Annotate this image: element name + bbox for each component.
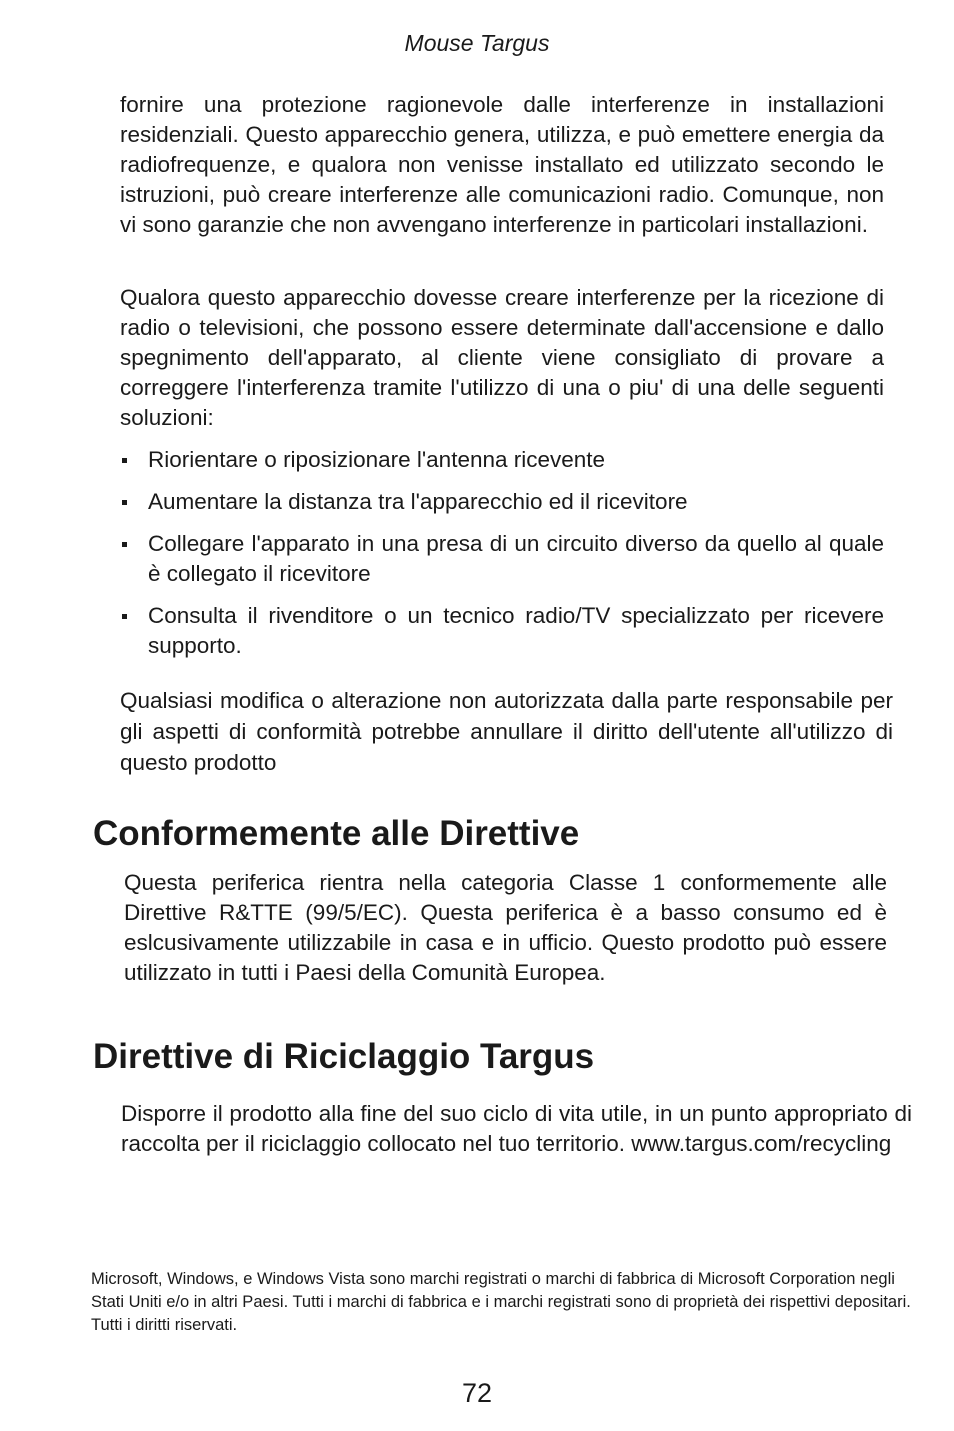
list-item-text: Riorientare o riposizionare l'antenna ricevente xyxy=(148,447,606,472)
square-bullet-icon xyxy=(122,614,127,619)
square-bullet-icon xyxy=(122,500,127,505)
square-bullet-icon xyxy=(122,458,127,463)
list-item xyxy=(120,445,884,475)
directives-body: Questa periferica rientra nella categoria Classe 1 conformemente alle Direttive R&TTE (99/5/EC). Questa periferica è a basso consumo ed è eslcusivamente utilizzabile in casa e in ufficio. Questo prodotto può essere utilizzato in tutti i Paesi della Comunità Europea. xyxy=(124,870,887,985)
modification-notice: Qualsiasi modifica o alterazione non autorizzata dalla parte responsabile per gli aspetti di conformità potrebbe annullare il diritto dell'utente all'utilizzo di questo prodotto xyxy=(120,688,893,775)
page-header: Mouse Targus xyxy=(404,30,550,56)
page-number: 72 xyxy=(461,1378,493,1408)
list-item-text: Aumentare la distanza tra l'apparecchio ed il ricevitore xyxy=(148,489,688,514)
square-bullet-icon xyxy=(122,542,127,547)
remedy-list xyxy=(120,445,884,673)
section-heading-recycling: Direttive di Riciclaggio Targus xyxy=(93,1037,595,1076)
section-heading-directives: Conformemente alle Direttive xyxy=(93,814,580,853)
trademark-footnote: Microsoft, Windows, e Windows Vista sono marchi registrati o marchi di fabbrica di Microsoft Corporation negli Stati Uniti e/o in altri Paesi. Tutti i marchi di fabbrica e i marchi registrati sono di proprietà dei rispettivi depositari. Tutti i diritti riservati. xyxy=(91,1270,911,1334)
recycling-body: Disporre il prodotto alla fine del suo ciclo di vita utile, in un punto appropriato di raccolta per il riciclaggio collocato nel tuo territorio. www.targus.com/recycling xyxy=(121,1101,912,1156)
list-item xyxy=(120,601,884,661)
intro-paragraph-1: fornire una protezione ragionevole dalle interferenze in installazioni residenziali. Questo apparecchio genera, utilizza, e può emettere energia da radiofrequenze, e qualora non venisse installato ed utilizzato secondo le istruzioni, può creare interferenze alle comunicazioni radio. Comunque, non vi sono garanzie che non avvengano interferenze in particolari installazioni. xyxy=(120,92,884,237)
list-item xyxy=(120,529,884,589)
intro-paragraph-2: Qualora questo apparecchio dovesse creare interferenze per la ricezione di radio o televisioni, che possono essere determinate dall'accensione e dallo spegnimento dell'apparato, al cliente viene consigliato di provare a correggere l'interferenza tramite l'utilizzo di una o piu' di una delle seguenti soluzioni: xyxy=(120,285,884,430)
list-item xyxy=(120,487,884,517)
list-item-text: Collegare l'apparato in una presa di un circuito diverso da quello al quale è collegato il ricevitore xyxy=(148,531,884,586)
list-item-text: Consulta il rivenditore o un tecnico radio/TV specializzato per ricevere supporto. xyxy=(148,603,884,658)
